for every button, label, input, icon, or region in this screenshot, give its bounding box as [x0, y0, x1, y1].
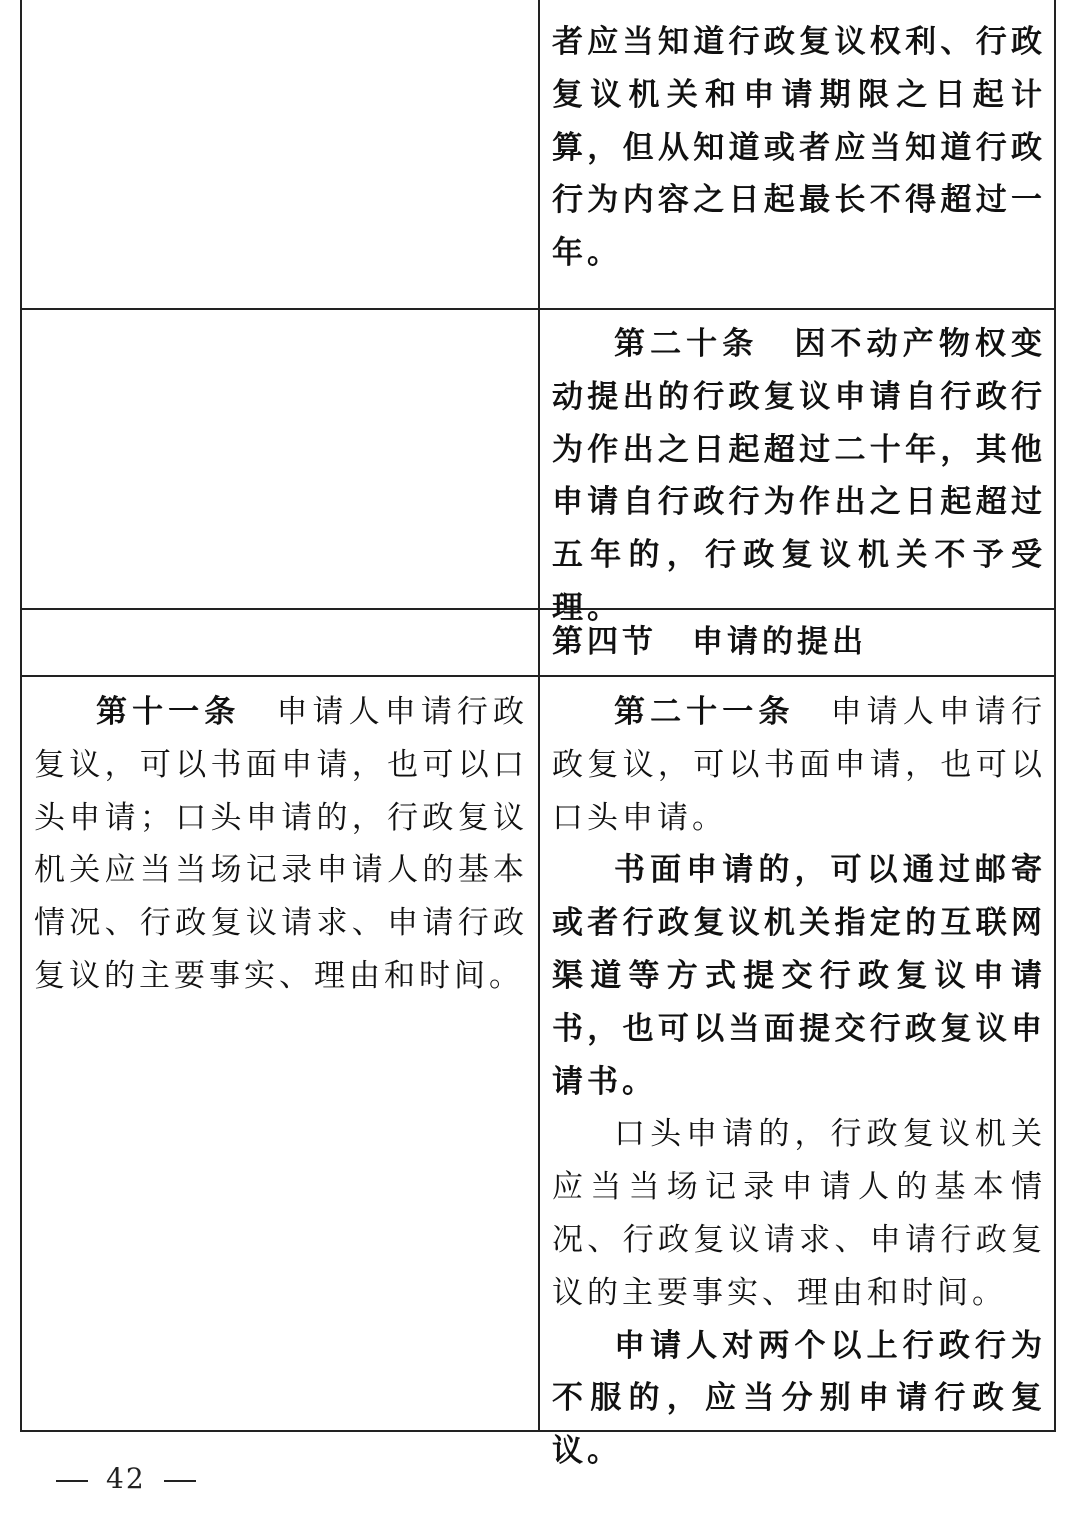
footer-dash-left	[56, 1480, 88, 1482]
article-21-p1-body: 申请人申请行政复议，可以书面申请，也可以口头申请。	[552, 694, 1047, 836]
row-divider-1	[22, 308, 1054, 310]
row3-right-cell	[552, 616, 1046, 669]
article-11-heading: 第十一条	[96, 694, 241, 730]
article-20-heading: 第二十条	[614, 326, 759, 362]
comparison-table	[20, 0, 1056, 1470]
row2-right-cell	[552, 318, 1046, 635]
article-21-p1	[552, 686, 1046, 844]
column-divider	[538, 0, 540, 1430]
page-number: 42	[106, 1462, 146, 1495]
article-21-p4: 申请人对两个以上行政行为不服的，应当分别申请行政复议。	[552, 1327, 1046, 1470]
article-21-heading: 第二十一条	[614, 694, 795, 730]
row4-left-cell	[34, 686, 528, 1003]
article-20	[552, 318, 1046, 635]
article-11	[34, 686, 528, 1003]
article-21-p2: 书面申请的，可以通过邮寄或者行政复议机关指定的互联网渠道等方式提交行政复议申请书，也可以当面提交行政复议申请书。	[552, 852, 1046, 1100]
row-divider-3	[22, 675, 1054, 677]
article-11-body: 申请人申请行政复议，可以书面申请，也可以口头申请；口头申请的，行政复议机关应当当场记录申请人的基本情况、行政复议请求、申请行政复议的主要事实、理由和时间。	[34, 694, 529, 994]
section-title: 第四节 申请的提出	[552, 624, 867, 660]
row1-right-cell	[552, 16, 1046, 280]
footer-dash-right	[164, 1480, 196, 1482]
article-20-body: 因不动产物权变动提出的行政复议申请自行政行为作出之日起超过二十年，其他申请自行政行为作出之日起超过五年的，行政复议机关不予受理。	[552, 326, 1047, 626]
page-footer	[38, 1462, 214, 1495]
article-21-p3: 口头申请的，行政复议机关应当当场记录申请人的基本情况、行政复议请求、申请行政复议的主要事实、理由和时间。	[552, 1116, 1046, 1311]
row4-right-cell	[552, 686, 1046, 1478]
row1-right-text: 者应当知道行政复议权利、行政复议机关和申请期限之日起计算，但从知道或者应当知道行政行为内容之日起最长不得超过一年。	[552, 24, 1046, 272]
